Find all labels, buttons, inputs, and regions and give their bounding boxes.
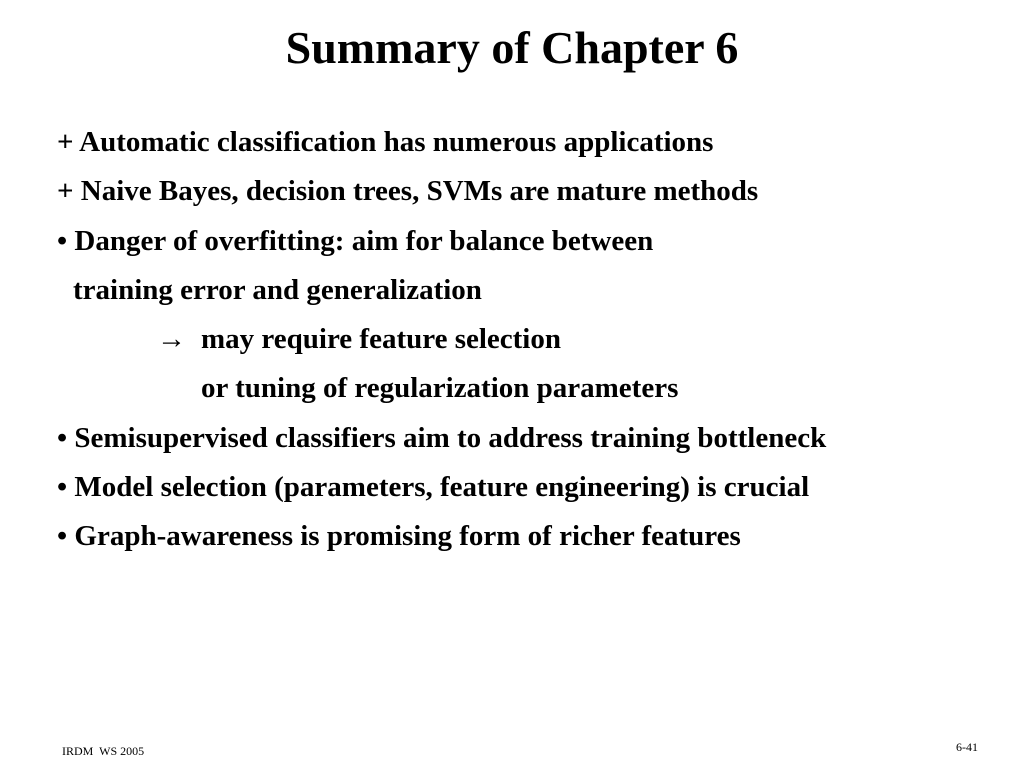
footer-slide-number: 6-41	[956, 740, 978, 754]
bullet-line: + Automatic classification has numerous applications	[57, 126, 714, 158]
right-arrow-icon: →	[157, 323, 186, 356]
footer-course-label: IRDM WS 2005	[62, 744, 145, 758]
sub-point-text: may require feature selection	[201, 323, 561, 356]
bullet-line: • Model selection (parameters, feature engineering) is crucial	[57, 471, 810, 504]
continuation-line: training error and generalization	[73, 273, 482, 306]
slide-body	[57, 118, 997, 562]
bullet-line: • Graph-awareness is promising form of richer features	[57, 520, 741, 553]
bullet-line: + Naive Bayes, decision trees, SVMs are mature methods	[57, 175, 759, 208]
sub-point-line	[57, 315, 997, 364]
bullet-line: • Danger of overfitting: aim for balance between	[57, 224, 654, 257]
continuation-line: or tuning of regularization parameters	[201, 372, 679, 405]
slide-title: Summary of Chapter 6	[285, 22, 739, 73]
bullet-line: • Semisupervised classifiers aim to address training bottleneck	[57, 421, 827, 454]
